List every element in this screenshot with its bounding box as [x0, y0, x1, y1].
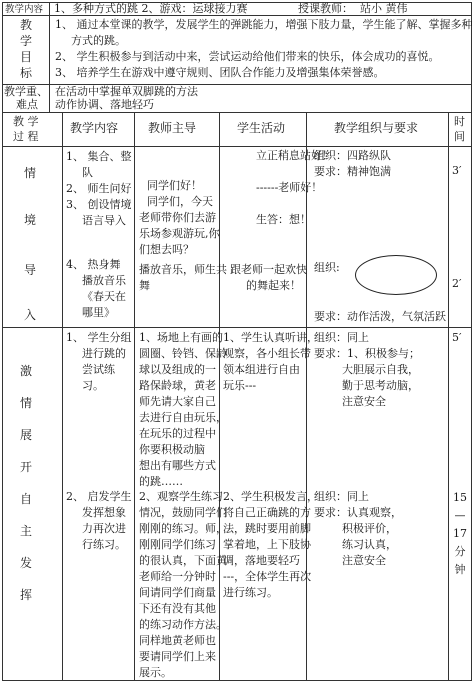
teacher-label: 授课教师： [298, 2, 353, 15]
stage-char: 开 [20, 460, 33, 474]
section1-time-2: 2′ [452, 277, 462, 290]
section1-time: 3′ [452, 164, 462, 177]
section1-student: 立正稍息站好！ ------老师好！ 生答：想！ [256, 149, 333, 226]
stage-char: 主 [20, 524, 33, 538]
divider [62, 112, 63, 680]
divider [49, 2, 50, 112]
key-points-line: 在活动中掌握单双脚跳的方法 [55, 85, 198, 98]
col-header-teacher: 教师主导 [148, 121, 197, 135]
objectives-label: 教 学 目 标 [19, 18, 32, 80]
col-header-time: 时 [454, 115, 465, 128]
divider [448, 112, 449, 680]
stage-char: 情 [20, 396, 33, 410]
section2-organization-1: 组织：同上 要求：1、积极参与； 大胆展示自我， 勤于思考动脑， 注意安全 [314, 331, 420, 408]
section1-student-dance: 跟老师一起欢快 的舞起来！ [230, 263, 307, 292]
section1-org-label: 组织: [314, 261, 340, 274]
section2-teacher-1: 1、场地上有画的 圆圈、铃铛、保龄 球以及组成的一 路保龄球，黄老 师先请大家自己 去进行自由玩乐， 在玩乐的过程中 你要积极动脑 想出有哪些方式 的跳…… [139, 331, 227, 488]
col-header-process-2: 过 程 [13, 130, 39, 143]
key-points-line: 动作协调、落地轻巧 [55, 98, 154, 111]
key-points-label: 教学重、 [4, 85, 48, 98]
section2-student-1: 1、学生认真听讲， 观察，各小组长带 领本组进行自由 玩乐--- [223, 331, 318, 392]
section1-organization: 组织：四路纵队 要求：精神饱满 [314, 149, 391, 178]
stage-char: 境 [24, 213, 37, 227]
border-right [471, 2, 472, 680]
section1-teacher: 同学们好！ 同学们，今天 老师带你们去游 乐场参观游玩,你 们想去吗？ [139, 179, 220, 256]
stage-char: 自 [20, 492, 33, 506]
stage-char: 挥 [20, 588, 33, 602]
section1-org-requirement: 要求：动作活泼，气氛活跃 [314, 310, 446, 323]
section1-content-warmup: 4、 热身舞 播放音乐 《春天在 哪里》 [66, 258, 126, 319]
content-label: 教学内容 [5, 4, 44, 15]
key-points-label-2: 难点 [16, 98, 38, 111]
formation-oval-diagram [355, 255, 437, 295]
col-header-time-2: 间 [454, 130, 465, 143]
divider [134, 112, 135, 680]
col-header-process: 教 学 [13, 115, 39, 128]
section2-teacher-2: 2、观察学生练习 情况，鼓励同学们 刚刚的练习。师， 刚刚同学们练习 的很认真，下面黄 老师给一分钟时 间请同学们商量 下还有没有其他 的练习动作方法。 同样地黄老师也 要请同学们上来 展示。 [139, 490, 227, 679]
stage-char: 入 [24, 308, 37, 322]
divider [2, 112, 472, 113]
col-header-content: 教学内容 [70, 121, 119, 135]
stage-char: 激 [20, 364, 33, 378]
stage-char: 发 [20, 556, 33, 570]
col-header-organization: 教学组织与要求 [334, 121, 419, 135]
teacher-names: 站小 黄伟 [360, 2, 408, 15]
divider [2, 146, 472, 147]
divider [2, 327, 472, 328]
col-header-student: 学生活动 [237, 121, 286, 135]
section2-time-2: 15 — 17 分 钟 [453, 491, 467, 576]
section1-content: 1、 集合、整 队 2、 师生问好 3、 创设情境 语言导入 [66, 150, 132, 227]
section2-content-1: 1、 学生分组 进行跳的 尝试练 习。 [66, 331, 132, 392]
stage-char: 展 [20, 428, 33, 442]
section2-student-2: 2、学生积极发言， 将自己正确跳的方 法，跳时要用前脚 掌着地，上下肢协 调，落地要轻巧 ---，全体学生再次 进行练习。 [223, 490, 318, 599]
section2-organization-2: 组织：同上 要求：认真观察， 积极评价， 练习认真， 注意安全 [314, 490, 402, 567]
border-left [2, 2, 3, 680]
stage-char: 情 [24, 166, 37, 180]
stage-char: 导 [24, 263, 37, 277]
objectives-list: 1、 通过本堂课的教学，发展学生的弹跳能力，增强下肢力量，学生能了解、掌握多种 方式的跳。 2、 学生积极参与到活动中来，尝试运动给他们带来的快乐，体会成功的喜悦。 3、 培养学生在游戏中遵守规则、团队合作能力及增强集体荣誉感。 [55, 18, 473, 79]
content-text: 1、多种方式的跳 2、游戏：运球接力赛 [54, 2, 248, 15]
border-bottom [2, 680, 472, 681]
section2-time-1: 5′ [452, 331, 462, 344]
section2-content-2: 2、 启发学生 发挥想象 力再次进 行练习。 [66, 490, 132, 551]
section1-teacher-music: 播放音乐，师生共 舞 [139, 263, 227, 292]
